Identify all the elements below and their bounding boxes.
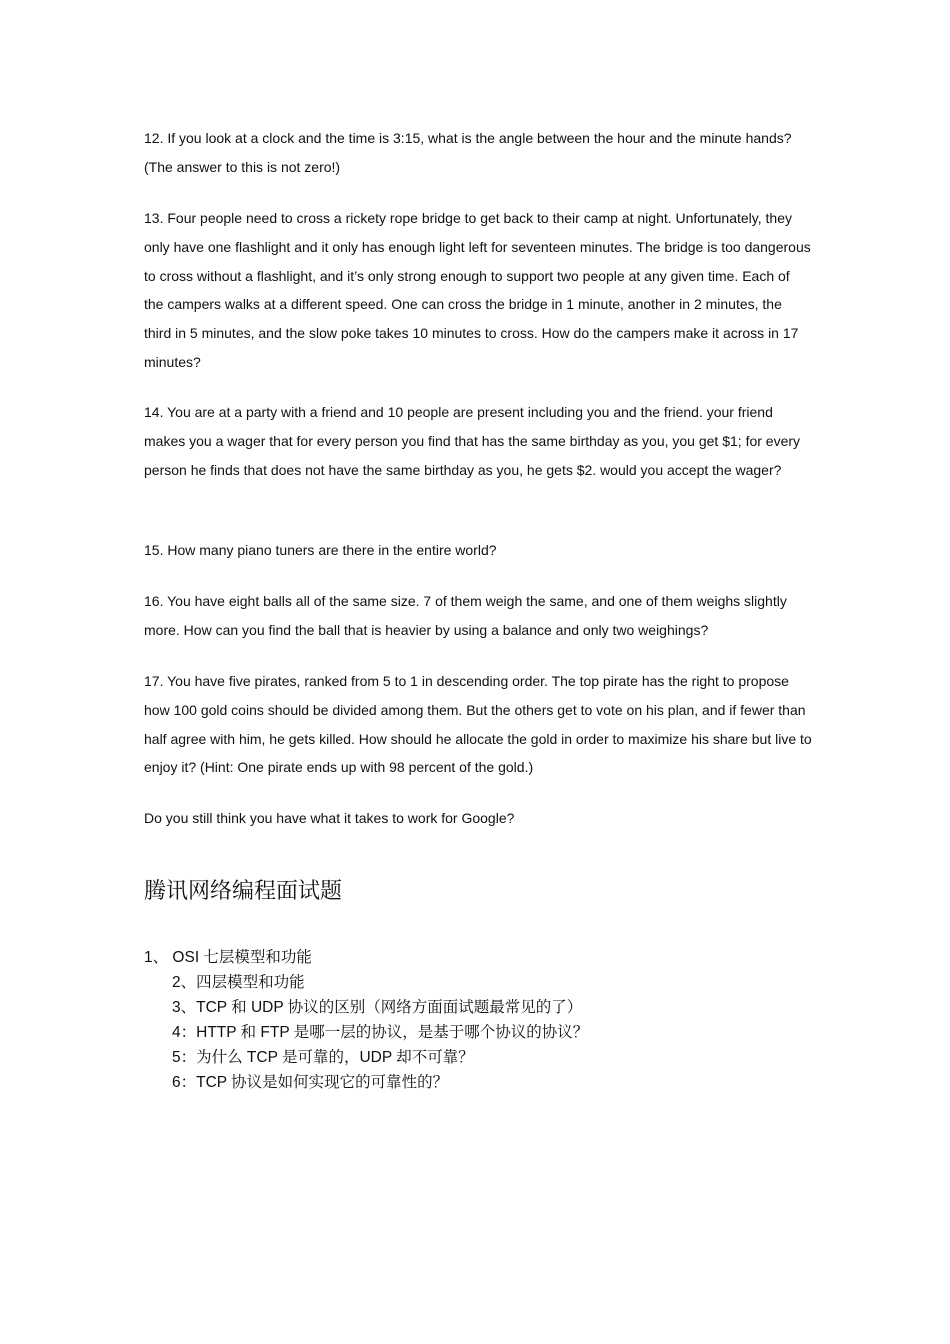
question-13-paragraph: 13. Four people need to cross a rickety rope bridge to get back to their camp at night. Unfortunately, they only have one flashlight and it only has enough light left for seventeen minutes. The bridge is too dangerous to cross without a flashlight, and it’s only strong enough to support two people at any given time. Each of the campers walks at a different speed. One can cross the bridge in 1 minute, another in 2 minutes, the third in 5 minutes, and the slow poke takes 10 minutes to cross. How do the campers make it across in 17 minutes? (144, 210, 811, 370)
question-15-paragraph: 15. How many piano tuners are there in the entire world? (144, 542, 497, 558)
section-title: 腾讯网络编程面试题 (144, 879, 343, 904)
network-question-6: 6：TCP 协议是如何实现它的可靠性的？ (172, 1074, 449, 1091)
closing-question-paragraph: Do you still think you have what it takes to work for Google? (144, 810, 515, 826)
network-question-5: 5：为什么 TCP 是可靠的，UDP 却不可靠？ (172, 1049, 474, 1066)
question-12-paragraph: 12. If you look at a clock and the time is 3:15, what is the angle between the hour and the minute hands? (The answer to this is not zero!) (144, 130, 792, 175)
network-question-3: 3、TCP 和 UDP 协议的区别（网络方面面试题最常见的了） (172, 999, 583, 1016)
network-question-4: 4：HTTP 和 FTP 是哪一层的协议，是基于哪个协议的协议？ (172, 1024, 589, 1041)
network-question-1: 1、 OSI 七层模型和功能 (144, 949, 312, 966)
question-17-paragraph: 17. You have five pirates, ranked from 5 to 1 in descending order. The top pirate has the right to propose how 100 gold coins should be divided among them. But the others get to vote on his plan, and if fewer than half agree with him, he gets killed. How should he allocate the gold in order to maximize his share but live to enjoy it? (Hint: One pirate ends up with 98 percent of the gold.) (144, 673, 812, 776)
network-question-2: 2、四层模型和功能 (172, 974, 305, 991)
question-16-paragraph: 16. You have eight balls all of the same size. 7 of them weigh the same, and one of them weighs slightly more. How can you find the ball that is heavier by using a balance and only two weighings? (144, 593, 787, 638)
question-14-paragraph: 14. You are at a party with a friend and 10 people are present including you and the friend. your friend makes you a wager that for every person you find that has the same birthday as you, you get $1; for every person he finds that does not have the same birthday as you, he gets $2. would you accept the wager? (144, 404, 801, 478)
